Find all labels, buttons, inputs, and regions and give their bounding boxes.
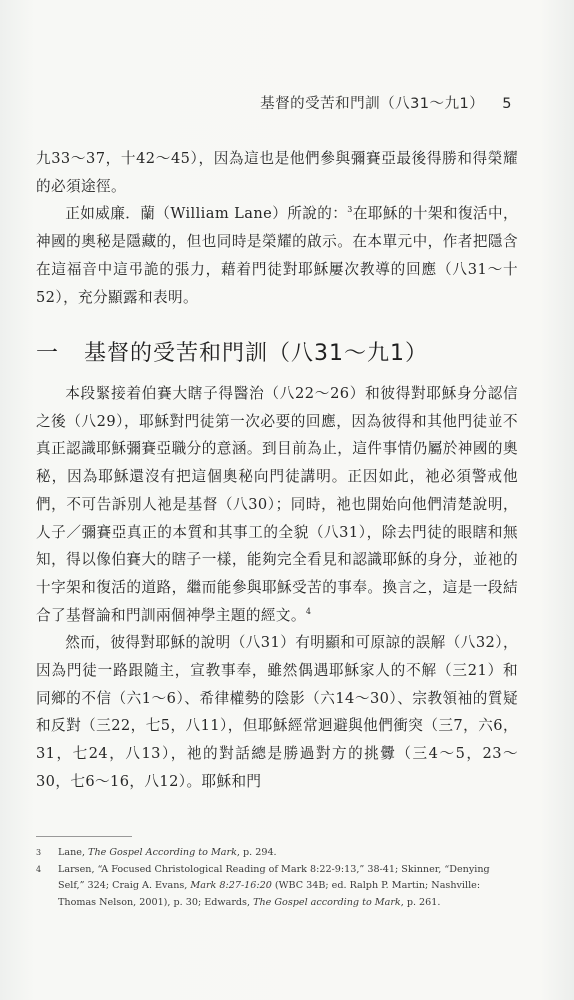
footnote-mark: 3 xyxy=(36,848,42,857)
section-heading xyxy=(36,336,536,367)
intro-paragraph-2 xyxy=(36,200,518,311)
main-paragraph-2: 然而，彼得對耶穌的說明（八31）有明顯和可原諒的誤解（八32），因為門徒一路跟隨主，宣教事奉，雖然偶遇耶穌家人的不解（三21）和同鄉的不信（六1～6）、希律權勢的陰影（六14～30）、宗教領袖的質疑和反對（三22，七5，八11），但耶穌經常迴避與他們衝突（三7，六6，31，七24，八13），祂的對話總是勝過對方的挑釁（三4～5，23～30，七6～16，八12）。耶穌和門 xyxy=(36,634,518,790)
footnote-divider xyxy=(36,836,132,837)
footnote-mark: 4 xyxy=(36,864,42,874)
intro-p2-text-a: 正如威廉．蘭（William Lane）所說的： xyxy=(65,205,348,223)
fn4-post2: , p. 261. xyxy=(400,896,441,908)
footnote-3 xyxy=(36,845,518,862)
main-p1-text: 本段緊接着伯賽大瞎子得醫治（八22～26）和彼得對耶穌身分認信之後（八29），耶穌對門徒第一次必要的回應，因為彼得和其他門徒並不真正認識耶穌彌賽亞職分的意涵。到目前為止，這件事情仍屬於神國的奧秘，因為耶穌還沒有把這個奧秘向門徒講明。正因如此，祂必須警戒他們，不可告訴別人祂是基督（八30）；同時，祂也開始向他們清楚說明，人子／彌賽亞真正的本質和其事工的全貌（八31），除去門徒的眼瞎和無知，得以像伯賽大的瞎子一樣，能夠完全看見和認識耶穌的身分，並祂的十字架和復活的道路，繼而能參與耶穌受苦的事奉。換言之，這是一段結合了基督論和門訓兩個神學主題的經文。 xyxy=(36,385,518,624)
fn3-pre: Lane, xyxy=(58,847,89,858)
fn4-title-2: The Gospel according to Mark xyxy=(253,896,401,908)
main-paragraph-1 xyxy=(36,380,518,629)
section-title: 基督的受苦和門訓（八31～九1） xyxy=(84,341,428,366)
intro-paragraph-1: 九33～37，十42～45），因為這也是他們參與彌賽亞最後得勝和得榮耀的必須途徑。 xyxy=(36,150,518,195)
footnote-ref-4: 4 xyxy=(305,606,312,616)
intro-text xyxy=(36,145,518,311)
page-number: 5 xyxy=(502,96,512,112)
fn4-pre: Larsen, “A Focused Christological Reading of Mark 8:22-9:13,” 38-41; Skinner, “Denying Self,” 324; Craig A. Evans, xyxy=(58,863,490,891)
footnote-text xyxy=(58,845,518,862)
intro-p2-text-b: 在耶穌的十架和復活中，神國的奧秘是隱藏的，但也同時是榮耀的啟示。在本單元中，作者把隱含在這福音中這弔詭的張力，藉着門徒對耶穌屢次教導的回應（八31～十52），充分顯露和表明。 xyxy=(36,205,519,306)
fn3-post: , p. 294. xyxy=(236,847,277,858)
running-header xyxy=(260,92,512,113)
fn4-post: (WBC 34B; ed. Ralph P. Martin; Nashville: Thomas Nelson, 2001), p. 30; Edwards, xyxy=(58,880,481,908)
footnotes xyxy=(36,845,518,911)
footnote-4 xyxy=(36,862,518,912)
running-title: 基督的受苦和門訓（八31～九1） xyxy=(260,96,485,112)
main-text xyxy=(36,380,518,796)
footnote-ref-3: 3 xyxy=(347,205,353,215)
footnote-text xyxy=(58,862,518,912)
fn3-title: The Gospel According to Mark xyxy=(88,847,237,858)
fn4-title-1: Mark 8:27-16:20 xyxy=(190,880,272,891)
section-number: 一 xyxy=(36,341,60,366)
